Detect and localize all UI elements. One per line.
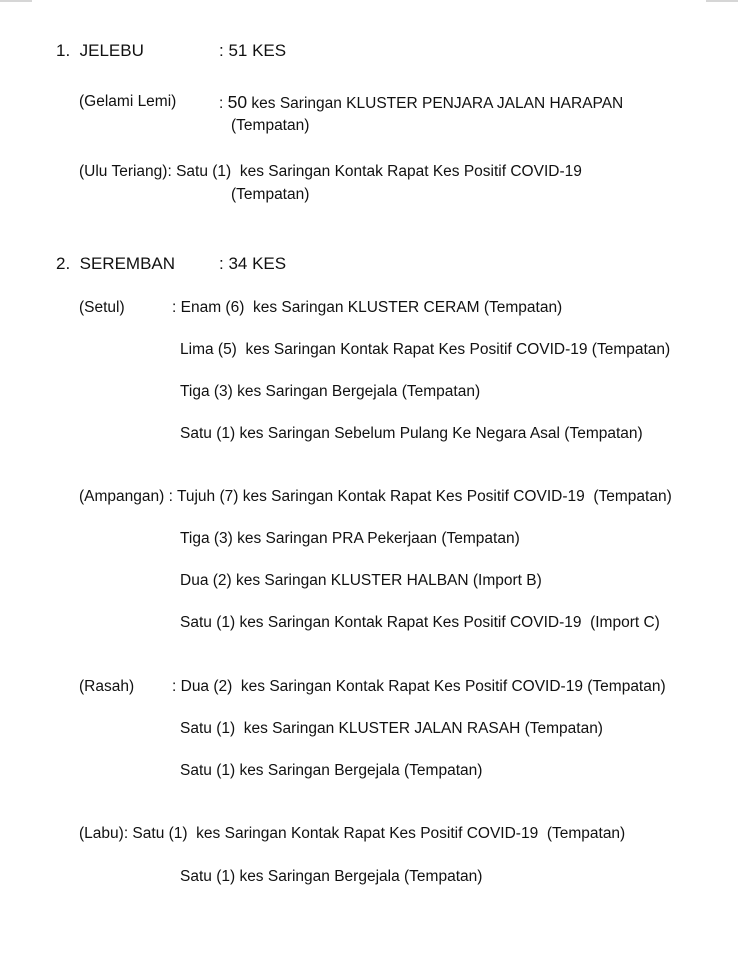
- area-label-ulu-teriang: (Ulu Teriang): [79, 163, 168, 180]
- area-label-labu: (Labu): [79, 825, 124, 842]
- case-count: 50: [227, 92, 248, 112]
- case-row: Satu (1) kes Saringan Kontak Rapat Kes Positif COVID-19 (Import C): [180, 614, 660, 631]
- case-row: Lima (5) kes Saringan Kontak Rapat Kes Positif COVID-19 (Tempatan): [180, 341, 671, 358]
- case-row-continuation: (Tempatan): [231, 186, 310, 203]
- case-row: Tiga (3) kes Saringan PRA Pekerjaan (Tempatan): [180, 530, 520, 547]
- case-row-text: kes Saringan KLUSTER PENJARA JALAN HARAPAN: [247, 95, 624, 112]
- section-total-jelebu: : 51 KES: [219, 41, 287, 60]
- section-heading-jelebu: 1. JELEBU: [56, 41, 144, 60]
- area-entry-ampangan: [79, 487, 672, 507]
- area-colon: :: [219, 95, 224, 112]
- area-colon: :: [123, 825, 129, 842]
- case-row-text: Tujuh (7) kes Saringan Kontak Rapat Kes Positif COVID-19 (Tempatan): [172, 488, 672, 505]
- top-edge-line-right: [706, 0, 738, 2]
- section-total-seremban: : 34 KES: [219, 254, 287, 273]
- area-entry-gelami-lemi: [219, 92, 623, 114]
- area-label-rasah: (Rasah): [79, 678, 135, 695]
- case-row-text: Satu (1) kes Saringan Kontak Rapat Kes Positif COVID-19: [171, 163, 582, 180]
- area-colon: :: [172, 299, 177, 316]
- area-colon: :: [167, 163, 172, 180]
- case-row: Satu (1) kes Saringan Bergejala (Tempatan): [180, 868, 483, 885]
- area-entry-labu: [79, 824, 625, 844]
- case-row: Dua (2) kes Saringan KLUSTER HALBAN (Import B): [180, 572, 542, 589]
- case-row-text: Satu (1) kes Saringan Kontak Rapat Kes Positif COVID-19 (Tempatan): [128, 825, 626, 842]
- area-label-gelami-lemi: (Gelami Lemi): [79, 93, 177, 110]
- case-row: Tiga (3) kes Saringan Bergejala (Tempatan): [180, 383, 481, 400]
- case-row-text: Enam (6) kes Saringan KLUSTER CERAM (Tempatan): [176, 299, 563, 316]
- section-heading-seremban: 2. SEREMBAN: [56, 254, 176, 273]
- top-edge-line-left: [0, 0, 32, 2]
- area-colon: :: [172, 678, 177, 695]
- area-label-ampangan: (Ampangan): [79, 488, 165, 505]
- area-label-setul: (Setul): [79, 299, 125, 316]
- area-entry-ulu-teriang: [79, 162, 582, 182]
- case-row: Satu (1) kes Saringan KLUSTER JALAN RASAH (Tempatan): [180, 720, 603, 737]
- case-row: [172, 298, 562, 318]
- case-row-continuation: (Tempatan): [231, 117, 310, 134]
- case-row: [172, 677, 666, 697]
- case-row: Satu (1) kes Saringan Bergejala (Tempatan): [180, 762, 483, 779]
- case-row-text: Dua (2) kes Saringan Kontak Rapat Kes Positif COVID-19 (Tempatan): [176, 678, 666, 695]
- area-colon: :: [168, 488, 173, 505]
- case-row: Satu (1) kes Saringan Sebelum Pulang Ke Negara Asal (Tempatan): [180, 425, 643, 442]
